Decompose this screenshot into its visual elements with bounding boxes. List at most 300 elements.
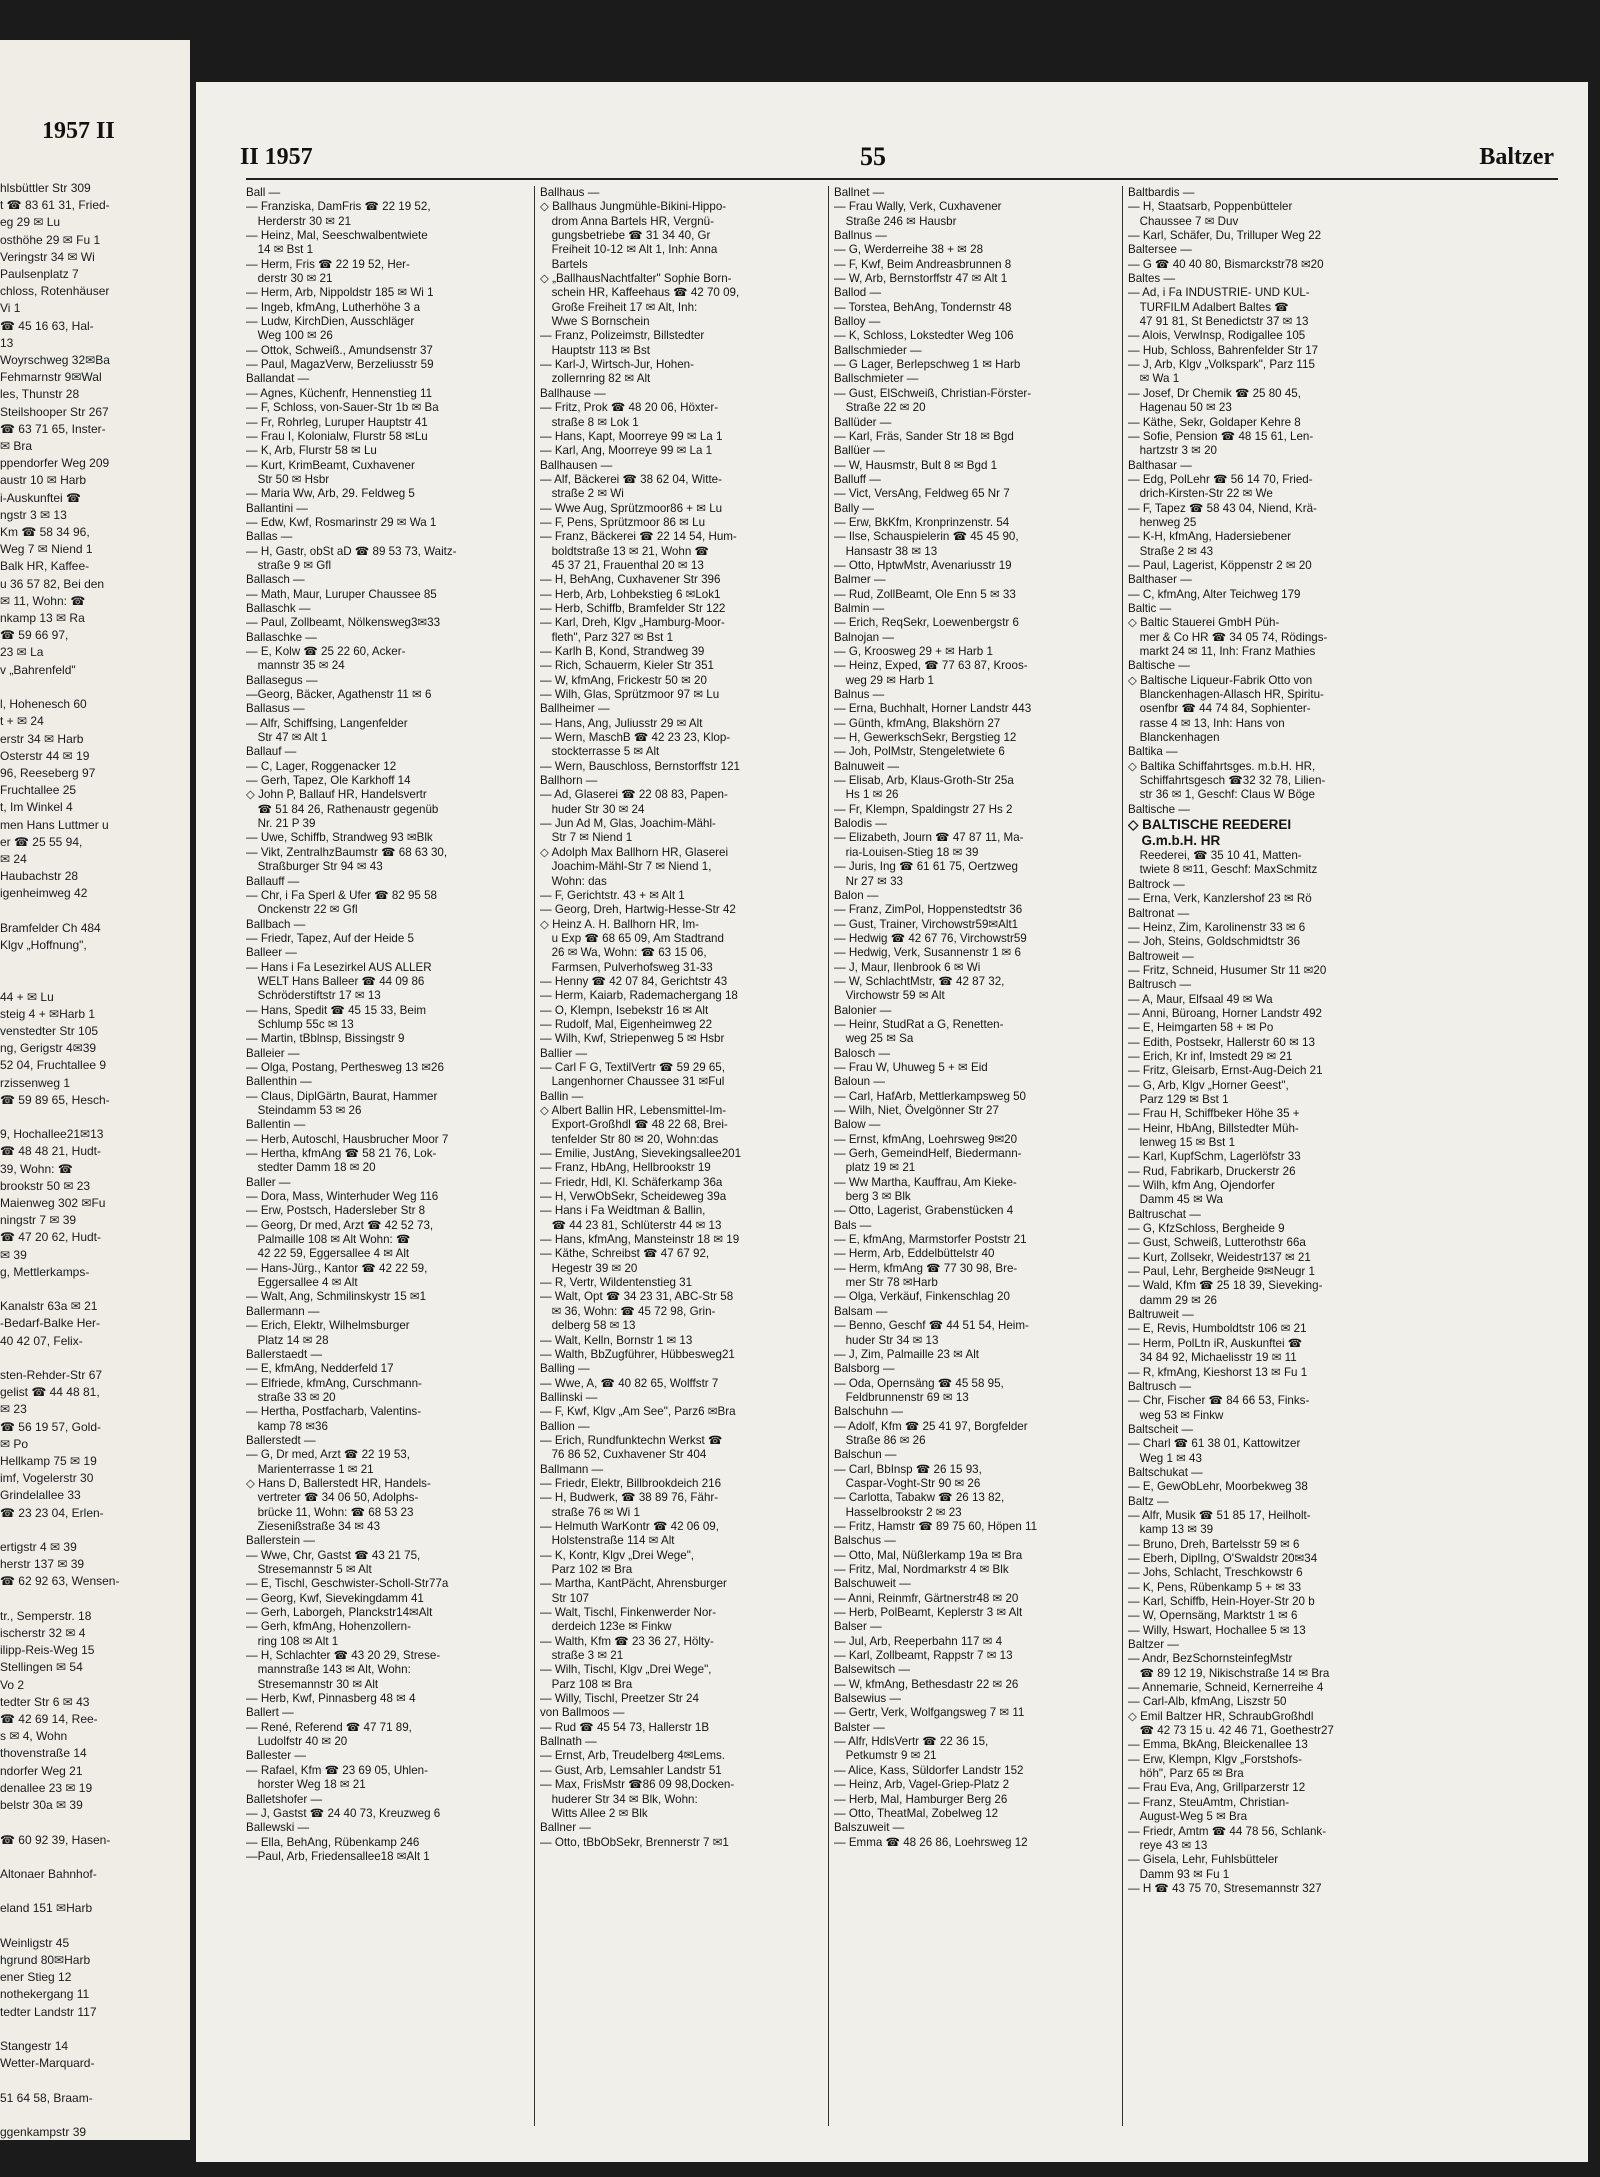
directory-entry-line: — Rudolf, Mal, Eigenheimweg 22 [540,1017,713,1031]
surname-heading: Ballandat — [246,372,310,386]
directory-entry-line: — Gerh, kfmAng, Hohenzollern- [246,1620,411,1634]
directory-entry-line: — Karl, KupfSchm, Lagerlöfstr 33 [1128,1150,1301,1164]
surname-heading: Baltz — [1128,1494,1169,1508]
left-page-line: rzissenweg 1 [0,1075,71,1090]
directory-entry-line: — H, BehAng, Cuxhavener Str 396 [540,573,721,587]
directory-entry-line: str 36 ✉ 1, Geschf: Claus W Böge [1128,788,1315,802]
directory-entry-line: — Käthe, Sekr, Goldaper Kehre 8 [1128,415,1301,429]
surname-heading: Ballantini — [246,501,308,515]
directory-entry-line: — Alfr, Musik ☎ 51 85 17, Heilholt- [1128,1508,1311,1522]
left-page-line: Bramfelder Ch 484 [0,920,101,935]
directory-entry-line: — Herb, Arb, Lohbekstieg 6 ✉Lok1 [540,587,721,601]
directory-entry-line: — Kurt, KrimBeamt, Cuxhavener [246,458,415,472]
directory-entry-line: — H, Schlachter ☎ 43 20 29, Strese- [246,1649,441,1663]
directory-entry-line: weg 53 ✉ Finkw [1128,1408,1224,1422]
directory-entry-line: — Ella, BehAng, Rübenkamp 246 [246,1835,420,1849]
directory-entry-line: — Elisab, Arb, Klaus-Groth-Str 25a [834,774,1014,788]
surname-heading: Balthasar — [1128,458,1192,472]
directory-entry-line: Str 107 [540,1591,589,1605]
directory-entry-line: ◇ Adolph Max Ballhorn HR, Glaserei [540,845,729,859]
directory-entry-line: Feldbrunnenstr 69 ✉ 13 [834,1390,969,1404]
directory-entry-line: — Herm, Arb, Eddelbüttelstr 40 [834,1247,995,1261]
directory-entry-line: — Herb, Kwf, Pinnasberg 48 ✉ 4 [246,1692,416,1706]
directory-entry-line: — Otto, HptwMstr, Avenariusstr 19 [834,558,1012,572]
directory-entry-line: — Käthe, Schreibst ☎ 47 67 92, [540,1247,710,1261]
surname-heading: Ballschmieder — [834,343,922,357]
left-page-line: Paulsenplatz 7 [0,267,79,282]
left-page-line: g, Mettlerkamps- [0,1264,90,1279]
directory-entry-line: — Fr, Rohrleg, Luruper Hauptstr 41 [246,415,428,429]
left-page-line: ✉ 39 [0,1247,27,1262]
left-page-line [0,1522,180,1539]
surname-heading: Ballhorn — [540,774,598,788]
left-page-line: Fehmarnstr 9✉Wal [0,370,102,385]
surname-heading: Ballas — [246,530,293,544]
directory-entry-line: Steindamm 53 ✉ 26 [246,1104,362,1117]
surname-heading: Bally — [834,501,874,515]
left-page-line: Balk HR, Kaffee- [0,559,90,574]
left-page-line: eland 151 ✉Harb [0,1901,93,1916]
directory-entry-line: Straße 86 ✉ 26 [834,1433,926,1447]
directory-entry-line: — K, Schloss, Lokstedter Weg 106 [834,329,1014,343]
directory-entry-line: — Carl, HafArb, Mettlerkampsweg 50 [834,1089,1027,1103]
directory-entry-line: Petkumstr 9 ✉ 21 [834,1749,937,1763]
surname-heading: Ballod — [834,286,882,300]
directory-entry-line: horster Weg 18 ✉ 21 [246,1778,366,1792]
left-page-line: Stangestr 14 [0,2038,69,2053]
directory-entry-line: — Walth, Kfm ☎ 23 36 27, Hölty- [540,1634,714,1648]
directory-entry-line: — J, Zim, Palmaille 23 ✉ Alt [834,1347,980,1361]
directory-entry-line: — Hub, Schloss, Bahrenfelder Str 17 [1128,343,1319,357]
directory-entry-line: — Karl, Schäfer, Du, Trilluper Weg 22 [1128,229,1322,243]
surname-heading: Balschus — [834,1534,896,1548]
directory-entry-line: — E, Revis, Humboldtstr 106 ✉ 21 [1128,1322,1307,1336]
directory-entry-line: — Wern, Bauschloss, Bernstorffstr 121 [540,759,740,773]
directory-entry-line: ria-Louisen-Stieg 18 ✉ 39 [834,845,979,859]
directory-entry-line: — Ingeb, kfmAng, Lutherhöhe 3 a [246,300,421,314]
directory-entry-line: Straße 2 ✉ 43 [1128,544,1214,558]
directory-entry-line: — Hans i Fa Lesezirkel AUS ALLER [246,960,432,974]
surname-heading: Balloy — [834,315,881,329]
left-page-line: ☎ 63 71 65, Inster- [0,421,106,436]
directory-entry-line: — Joh, Steins, Goldschmidtstr 36 [1128,935,1301,949]
directory-entry-line: — Heinz, Arb, Vagel-Griep-Platz 2 [834,1778,1010,1792]
directory-entry-line: platz 19 ✉ 21 [834,1161,916,1175]
surname-heading: Ballermann — [246,1304,320,1318]
directory-entry-line: — Gust, Arb, Lemsahler Landstr 51 [540,1763,722,1777]
directory-entry-line: — Agnes, Küchenfr, Hennenstieg 11 [246,386,433,400]
left-page-line: Weinligstr 45 [0,1935,70,1950]
left-page-line: Fruchtallee 25 [0,783,77,798]
surname-heading: Baltruschat — [1128,1207,1201,1221]
directory-entry-line: — C, Lager, Roggenacker 12 [246,759,397,773]
directory-entry-line: Langenhorner Chaussee 31 ✉Ful [540,1075,725,1089]
directory-entry-line: — E, GewObLehr, Moorbekweg 38 [1128,1480,1308,1494]
directory-entry-line: — Herm, Kaiarb, Rademachergang 18 [540,989,738,1003]
surname-heading: Baltrusch — [1128,1379,1192,1393]
surname-heading: Ballhausen — [540,458,613,472]
directory-entry-line: — Willy, Tischl, Preetzer Str 24 [540,1692,699,1706]
directory-entry-line: — J, Gastst ☎ 24 40 73, Kreuzweg 6 [246,1806,441,1820]
left-page-line: sten-Rehder-Str 67 [0,1368,103,1383]
left-page-line: igenheimweg 42 [0,886,88,901]
directory-entry-line: — Walt, Ang, Schmilinskystr 15 ✉1 [246,1290,427,1304]
surname-heading: Ballentin — [246,1118,306,1132]
directory-entry-line: — Friedr, Elektr, Billbrookdeich 216 [540,1476,722,1490]
surname-heading: Ballnath — [540,1735,597,1749]
directory-entry-line: — Martin, tBblnsp, Bissingstr 9 [246,1032,405,1046]
surname-heading: Balon — [834,888,879,902]
directory-entry-line: straße 33 ✉ 20 [246,1390,336,1404]
directory-entry-line: — Edith, Postsekr, Hallerstr 60 ✉ 13 [1128,1035,1315,1049]
directory-entry-line: — Walt, Tischl, Finkenwerder Nor- [540,1606,717,1620]
directory-entry-line: — Hertha, Postfacharb, Valentins- [246,1405,422,1419]
directory-column-1 [246,186,529,1864]
directory-entry-line: — Ottok, Schweiß., Amundsenstr 37 [246,343,433,357]
directory-page [196,82,1588,2162]
left-page-line: Steilshooper Str 267 [0,404,109,419]
directory-entry-line: — Benno, Geschf ☎ 44 51 54, Heim- [834,1319,1029,1333]
directory-entry-line: ◇ Baltische Liqueur-Fabrik Otto von [1128,673,1313,687]
directory-entry-line: — Vikt, ZentralhzBaumstr ☎ 68 63 30, [246,845,448,859]
directory-entry-line: — Franz, Bäckerei ☎ 22 14 54, Hum- [540,530,737,544]
surname-heading: Baltbardis — [1128,186,1195,199]
directory-entry-line: — W, Arb, Bernstorffstr 47 ✉ Alt 1 [834,272,1008,286]
directory-entry-line: — Rich, Schauerm, Kieler Str 351 [540,659,714,673]
surname-heading: Ballüer — [834,444,885,458]
directory-entry-line: — Wilh, Glas, Sprützmoor 97 ✉ Lu [540,688,720,702]
surname-heading: Ballhaus — [540,186,600,199]
left-page-line [0,2021,180,2038]
directory-entry-line: — H, Staatsarb, Poppenbütteler [1128,200,1293,214]
left-page-line [0,1918,180,1935]
surname-heading: Baltische — [1128,659,1190,673]
directory-entry-line: Reederei, ☎ 35 10 41, Matten- [1128,849,1302,863]
directory-entry-line: — Rud, Fabrikarb, Druckerstr 26 [1128,1164,1296,1178]
directory-entry-line: twiete 8 ✉11, Geschf: MaxSchmitz [1128,863,1318,877]
directory-entry-line: — Hans, Spedit ☎ 45 15 33, Beim [246,1003,427,1017]
left-page-line: venstedter Str 105 [0,1023,99,1038]
directory-entry-line: — Frau H, Schiffbeker Höhe 35 + [1128,1107,1300,1121]
left-page-line: i-Auskunftei ☎ [0,490,81,505]
directory-entry-line: ◇ Baltika Schiffahrtsges. m.b.H. HR, [1128,759,1316,773]
surname-heading: Ballaschk — [246,601,311,615]
directory-entry-line: Stresemannstr 30 ✉ Alt [246,1677,379,1691]
directory-entry-line: WELT Hans Balleer ☎ 44 09 86 [246,974,425,988]
directory-entry-line: — W, SchlachtMstr, ☎ 42 87 32, [834,974,1005,988]
directory-entry-line: — Hans-Jürg., Kantor ☎ 42 22 59, [246,1261,428,1275]
surname-heading: Baltes — [1128,272,1176,286]
directory-entry-line: Platz 14 ✉ 28 [246,1333,329,1347]
left-page-line: t, Im Winkel 4 [0,800,73,815]
directory-entry-line: ☎ 42 73 15 u. 42 46 71, Goethestr27 [1128,1724,1334,1738]
left-page-line: herstr 137 ✉ 39 [0,1557,85,1572]
directory-entry-line: — Max, FrisMstr ☎86 09 98,Docken- [540,1778,735,1792]
directory-entry-line: Chaussee 7 ✉ Duv [1128,214,1239,228]
directory-entry-line: — Erich, Kr inf, Imstedt 29 ✉ 21 [1128,1049,1293,1063]
directory-entry-line: — Chr, i Fa Sperl & Ufer ☎ 82 95 58 [246,888,438,902]
left-page-line [0,679,180,696]
directory-entry-line: ◇ Emil Baltzer HR, SchraubGroßhdl [1128,1709,1314,1723]
directory-entry-line: 34 84 92, Michaelisstr 19 ✉ 11 [1128,1351,1297,1365]
directory-entry-line: — Alfr, Schiffsing, Langenfelder [246,716,408,730]
directory-entry-line: — Josef, Dr Chemik ☎ 25 80 45, [1128,386,1301,400]
directory-entry-line: — Fritz, Mal, Nordmarkstr 4 ✉ Blk [834,1563,1009,1576]
directory-entry-line: — Ilse, Schauspielerin ☎ 45 45 90, [834,530,1019,544]
surname-heading: Ballerstein — [246,1534,315,1548]
directory-entry-line: — G, KfzSchloss, Bergheide 9 [1128,1222,1285,1236]
directory-entry-line: — Gertr, Verk, Wolfgangsweg 7 ✉ 11 [834,1706,1025,1720]
directory-entry-line: — F, Pens, Sprützmoor 86 ✉ Lu [540,515,706,529]
left-page-line: ✉ Po [0,1436,29,1451]
left-page-line [0,1109,180,1126]
directory-entry-line: — G, Dr med, Arzt ☎ 22 19 53, [246,1448,410,1462]
left-page-line [0,1350,180,1367]
directory-entry-line: — Otto, TheatMal, Zobelweg 12 [834,1806,999,1820]
left-page-line [0,1281,180,1298]
directory-entry-line: — Friedr, Tapez, Auf der Heide 5 [246,931,414,945]
directory-entry-line: — Hans, Kapt, Moorreye 99 ✉ La 1 [540,429,723,443]
surname-heading: Balsewius — [834,1692,902,1706]
left-page-line: ertigstr 4 ✉ 39 [0,1540,77,1555]
left-page-line: Vo 2 [0,1677,25,1692]
directory-entry-line: — E, Heimgarten 58 + ✉ Po [1128,1021,1274,1035]
left-page-line: Haubachstr 28 [0,869,79,884]
directory-entry-line: G.m.b.H. HR [1128,833,1221,849]
directory-entry-line: mer & Co HR ☎ 34 05 74, Rödings- [1128,630,1328,644]
directory-entry-line: Ziesenißstraße 34 ✉ 43 [246,1519,381,1533]
left-page-line: 96, Reeseberg 97 [0,765,96,780]
left-page-lines [0,180,180,2140]
directory-entry-line: 45 37 21, Frauenthal 20 ✉ 13 [540,558,704,572]
directory-entry-line: — Adolf, Kfm ☎ 25 41 97, Borgfelder [834,1419,1028,1433]
surname-heading: Ballnus — [834,229,887,243]
surname-heading: Ballner — [540,1821,591,1835]
directory-entry-line: — Friedr, Hdl, Kl. Schäferkamp 36a [540,1175,723,1189]
left-page-line: ☎ 56 19 57, Gold- [0,1419,102,1434]
directory-entry-line: — Carl F G, TextilVertr ☎ 59 29 65, [540,1060,725,1074]
surname-heading: Balling — [540,1362,590,1376]
left-page-line: ☎ 60 92 39, Hasen- [0,1832,111,1847]
directory-entry-line: Hansastr 38 ✉ 13 [834,544,938,558]
directory-entry-line: Straße 22 ✉ 20 [834,401,926,415]
directory-column-3 [834,186,1117,1850]
directory-entry-line: — G, Arb, Klgv „Horner Geest", [1128,1078,1289,1092]
directory-entry-line: — G ☎ 40 40 80, Bismarckstr78 ✉20 [1128,257,1324,271]
directory-entry-line: — Ernst, kfmAng, Loehrsweg 9✉20 [834,1132,1018,1146]
directory-entry-line: — Helmuth WarKontr ☎ 42 06 09, [540,1519,719,1533]
surname-heading: Balszuweit — [834,1821,905,1835]
directory-entry-line: — Karlh B, Kond, Strandweg 39 [540,645,705,658]
directory-entry-line: — Franz, Polizeimstr, Billstedter [540,329,705,343]
directory-entry-line: ◇ Heinz A. H. Ballhorn HR, Im- [540,917,700,931]
directory-entry-line: — Hans, Ang, Juliusstr 29 ✉ Alt [540,716,703,730]
directory-entry-line: Weg 1 ✉ 43 [1128,1451,1202,1465]
directory-entry-line: kamp 13 ✉ 39 [1128,1523,1214,1537]
directory-entry-line: — Karl, Schiffb, Hein-Hoyer-Str 20 b [1128,1595,1315,1608]
directory-entry-line: delberg 58 ✉ 13 [540,1319,636,1333]
surname-heading: Ballaschke — [246,630,317,644]
directory-entry-line: Nr 27 ✉ 33 [834,874,903,888]
directory-entry-line: stockterrasse 5 ✉ Alt [540,745,660,759]
surname-heading: Baltersee — [1128,243,1192,257]
header-rule [246,178,1558,180]
directory-entry-line: — Alfr, HdlsVertr ☎ 22 36 15, [834,1735,989,1749]
surname-heading: Balnus — [834,688,885,702]
surname-heading: Ballion — [540,1419,590,1433]
directory-entry-line: — Gerh, GemeindHelf, Biedermann- [834,1147,1022,1161]
directory-entry-line: — Rud ☎ 45 54 73, Hallerstr 1B [540,1720,710,1734]
directory-entry-line: Blanckenhagen-Allasch HR, Spiritu- [1128,688,1324,702]
directory-entry-line: — Sofie, Pension ☎ 48 15 61, Len- [1128,429,1314,443]
directory-entry-line: — Torstea, BehAng, Tondernstr 48 [834,300,1012,314]
directory-entry-line: Große Freiheit 17 ✉ Alt, Inh: [540,300,698,314]
directory-entry-line: — Olga, Verkäuf, Finkenschlag 20 [834,1290,1010,1304]
left-page-line: les, Thunstr 28 [0,387,80,402]
directory-entry-line: Export-Großhdl ☎ 48 22 68, Brei- [540,1118,728,1132]
directory-entry-line: — F, Gerichtstr. 43 + ✉ Alt 1 [540,888,685,902]
directory-entry-line: 47 91 81, St Benedictstr 37 ✉ 13 [1128,315,1309,329]
directory-entry-line: — Paul, MagazVerw, Berzeliusstr 59 [246,358,434,372]
surname-heading: Balow — [834,1118,881,1132]
directory-entry-line: — Frau Eva, Ang, Grillparzerstr 12 [1128,1781,1306,1795]
directory-entry-line: mannstraße 143 ✉ Alt, Wohn: [246,1663,411,1677]
left-page-line: Klgv „Hoffnung", [0,937,87,952]
directory-entry-line: straße 3 ✉ 21 [540,1649,624,1663]
directory-entry-line: Farmsen, Pulverhofsweg 31-33 [540,960,713,974]
directory-entry-line: — Fr, Klempn, Spaldingstr 27 Hs 2 [834,802,1013,816]
directory-entry-line: — Paul, Lagerist, Köppenstr 2 ✉ 20 [1128,558,1312,572]
directory-entry-line: Str 47 ✉ Alt 1 [246,731,328,745]
directory-entry-line: — K, Kontr, Klgv „Drei Wege", [540,1548,695,1562]
directory-entry-line: — J, Maur, Ilenbrook 6 ✉ Wi [834,960,981,974]
directory-entry-line: — Andr, BezSchornsteinfegMstr [1128,1652,1293,1666]
left-page-line: eg 29 ✉ Lu [0,215,61,230]
left-page-line: s ✉ 4, Wohn [0,1729,68,1744]
left-page-line [0,2107,180,2124]
directory-entry-line: Bartels [540,257,588,271]
directory-entry-line: — Wilh, Kwf, Striepenweg 5 ✉ Hsbr [540,1032,725,1046]
directory-entry-line: Parz 108 ✉ Bra [540,1677,633,1691]
surname-heading: Ballbach — [246,917,306,931]
directory-entry-line: — Frau Wally, Verk, Cuxhavener [834,200,1002,214]
directory-entry-line: — Franz, ZimPol, Hoppenstedtstr 36 [834,903,1023,917]
surname-heading: Ball — [246,186,281,199]
left-page-line: Kanalstr 63a ✉ 21 [0,1299,98,1314]
left-page-line: l, Hohenesch 60 [0,697,87,712]
left-page-line: ningstr 7 ✉ 39 [0,1213,77,1228]
directory-entry-line: — Herb, Schiffb, Bramfelder Str 122 [540,601,726,615]
surname-heading: Ballin — [540,1089,584,1103]
directory-entry-line: Hs 1 ✉ 26 [834,788,899,802]
directory-entry-line: — Joh, PolMstr, Stengeletwiete 6 [834,745,1005,759]
left-page-edge [0,40,190,2140]
left-page-line: 52 04, Fruchtallee 9 [0,1058,107,1073]
directory-entry-line: — Walt, Kelln, Bornstr 1 ✉ 13 [540,1333,693,1347]
directory-entry-line: — Elfriede, kfmAng, Curschmann- [246,1376,422,1390]
surname-heading: Ballert — [246,1706,294,1720]
directory-entry-line: — G, Kroosweg 29 + ✉ Harb 1 [834,645,993,658]
left-page-line: Vi 1 [0,301,21,316]
surname-heading: Balonier — [834,1003,892,1017]
directory-entry-line: — G Lager, Berlepschweg 1 ✉ Harb [834,358,1021,372]
directory-entry-line: — A, Maur, Elfsaal 49 ✉ Wa [1128,992,1273,1006]
surname-heading: Balsewitsch — [834,1663,911,1677]
directory-entry-line: derdeich 123e ✉ Finkw [540,1620,672,1634]
left-page-line: t ☎ 83 61 31, Fried- [0,198,110,213]
directory-entry-line: — Charl ☎ 61 38 01, Kattowitzer [1128,1437,1301,1451]
left-page-line [0,903,180,920]
surname-heading: Ballhause — [540,386,606,400]
surname-heading: Baltzer — [1128,1638,1179,1652]
directory-entry-line: Joachim-Mähl-Str 7 ✉ Niend 1, [540,860,712,874]
directory-entry-line: — Herm, Fris ☎ 22 19 52, Her- [246,257,410,271]
directory-entry-line: — R, kfmAng, Kieshorst 13 ✉ Fu 1 [1128,1365,1308,1379]
directory-entry-line: — Johs, Schlacht, Treschkowstr 6 [1128,1566,1303,1580]
surname-heading: Ballasch — [246,573,305,587]
directory-entry-line: — E, Kolw ☎ 25 22 60, Acker- [246,645,406,658]
surname-heading: Ballenthin — [246,1075,312,1089]
directory-entry-line: — H, VerwObSekr, Scheideweg 39a [540,1190,727,1204]
surname-heading: Baltronat — [1128,906,1190,920]
surname-heading: Ballnet — [834,186,885,199]
surname-heading: Ballester — [246,1749,306,1763]
directory-entry-line: straße 2 ✉ Wi [540,487,624,501]
left-page-line [0,2072,180,2089]
directory-entry-line: — Eberh, DiplIng, O'Swaldstr 20✉34 [1128,1551,1318,1565]
directory-entry-line: — Willy, Hswart, Hochallee 5 ✉ 13 [1128,1623,1306,1637]
left-page-line: er ☎ 25 55 94, [0,834,83,849]
directory-entry-line: Virchowstr 59 ✉ Alt [834,989,945,1003]
surname-heading: Ballschmieter — [834,372,919,386]
directory-entry-line: drich-Kirsten-Str 22 ✉ We [1128,487,1273,501]
left-page-line [0,971,180,988]
directory-entry-line: Caspar-Voght-Str 90 ✉ 26 [834,1476,981,1490]
left-page-line: Altonaer Bahnhof- [0,1866,97,1881]
directory-entry-line: 26 ✉ Wa, Wohn: ☎ 63 15 06, [540,946,707,960]
directory-entry-line: — F, Kwf, Klgv „Am See", Parz6 ✉Bra [540,1405,736,1419]
directory-entry-line: — Dora, Mass, Winterhuder Weg 116 [246,1190,439,1204]
left-page-header: 1957 II [42,118,115,144]
directory-entry-line: Straße 246 ✉ Hausbr [834,214,957,228]
directory-entry-line: — Fritz, Schneid, Husumer Str 11 ✉20 [1128,963,1327,977]
left-page-line: austr 10 ✉ Harb [0,473,87,488]
directory-entry-line: — Erich, Elektr, Wilhelmsburger [246,1319,410,1333]
surname-heading: Baltic — [1128,601,1172,615]
directory-entry-line: — Alois, VerwInsp, Rodigallee 105 [1128,329,1306,343]
directory-entry-line: markt 24 ✉ 11, Inh: Franz Mathies [1128,645,1316,658]
directory-entry-line: — W, kfmAng, Bethesdastr 22 ✉ 26 [834,1677,1019,1691]
directory-entry-line: zollernring 82 ✉ Alt [540,372,651,386]
directory-entry-line: — Anni, Büroang, Horner Landstr 492 [1128,1006,1322,1020]
directory-entry-line: — Erw, BkKfm, Kronprinzenstr. 54 [834,515,1010,529]
left-page-line: tedter Landstr 117 [0,2004,97,2019]
directory-entry-line: mannstr 35 ✉ 24 [246,659,345,673]
directory-entry-line: — Kurt, Zollsekr, Weidestr137 ✉ 21 [1128,1250,1311,1264]
directory-entry-line: — K, Pens, Rübenkamp 5 + ✉ 33 [1128,1580,1302,1594]
surname-heading: Balschun — [834,1448,897,1462]
directory-entry-line: — Wilh, Tischl, Klgv „Drei Wege", [540,1663,712,1677]
surname-heading: Balnojan — [834,630,894,644]
surname-heading: Ballerstedt — [246,1433,316,1447]
left-page-line: nkamp 13 ✉ Ra [0,611,85,626]
left-page-line: Osterstr 44 ✉ 19 [0,748,90,763]
directory-entry-line: Hasselbrookstr 2 ✉ 23 [834,1505,962,1519]
directory-entry-line: — Ludw, KirchDien, Ausschläger [246,315,415,329]
directory-entry-line: TURFILM Adalbert Baltes ☎ [1128,300,1289,314]
directory-entry-line: — Bruno, Dreh, Bartelsstr 59 ✉ 6 [1128,1537,1300,1551]
directory-entry-line: — E, kfmAng, Nedderfeld 17 [246,1362,394,1376]
